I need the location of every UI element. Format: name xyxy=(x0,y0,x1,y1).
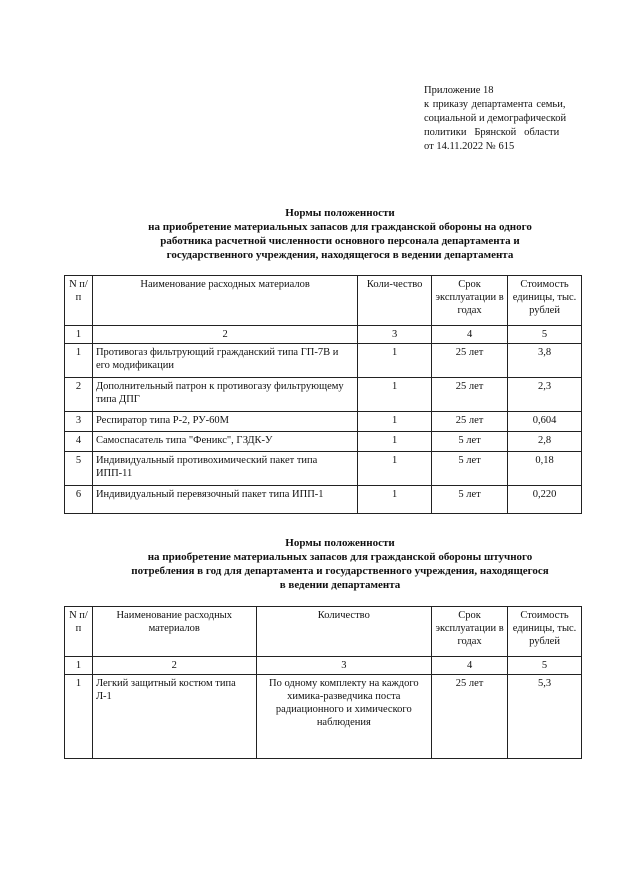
col-header-qty: Коли-чество xyxy=(358,276,432,326)
header-row xyxy=(65,607,582,657)
appendix-line: Приложение 18 xyxy=(424,85,494,96)
section1-title xyxy=(100,206,580,262)
row-number: 1 xyxy=(65,344,93,378)
section2-title-line: на приобретение материальных запасов для гражданской обороны штучного xyxy=(147,551,533,563)
row-number: 2 xyxy=(65,378,93,412)
col-header-term: Срок эксплуатации в годах xyxy=(432,607,508,657)
row-qty: 1 xyxy=(358,452,432,486)
col-header-name: Наименование расходных материалов xyxy=(92,276,357,326)
row-cost: 0,220 xyxy=(508,486,582,514)
numbering-cell: 4 xyxy=(432,326,508,344)
section2-table xyxy=(64,606,582,759)
row-name: Индивидуальный противохимический пакет типа ИПП-11 xyxy=(92,452,357,486)
section2-title-line: потребления в год для департамента и государственного учреждения, находящегося xyxy=(131,565,549,577)
table-row xyxy=(65,378,582,412)
row-number: 6 xyxy=(65,486,93,514)
col-header-number: N п/п xyxy=(65,276,93,326)
row-cost: 0,18 xyxy=(508,452,582,486)
row-name: Дополнительный патрон к противогазу фильтрующему типа ДПГ xyxy=(92,378,357,412)
row-number: 5 xyxy=(65,452,93,486)
row-number: 3 xyxy=(65,412,93,432)
appendix-line: социальной и демографической xyxy=(424,113,567,124)
numbering-cell: 3 xyxy=(256,657,432,675)
row-name: Противогаз фильтрующий гражданский типа ГП-7В и его модификации xyxy=(92,344,357,378)
numbering-cell: 1 xyxy=(65,326,93,344)
row-term: 25 лет xyxy=(432,378,508,412)
section1-title-line: государственного учреждения, находящегося в ведении департамента xyxy=(166,249,514,261)
section1-table xyxy=(64,275,582,514)
section1-title-line: на приобретение материальных запасов для гражданской обороны на одного xyxy=(148,221,532,233)
row-term: 5 лет xyxy=(432,432,508,452)
row-qty: 1 xyxy=(358,378,432,412)
row-number: 1 xyxy=(65,675,93,759)
table-row xyxy=(65,675,582,759)
col-header-number: N п/п xyxy=(65,607,93,657)
numbering-row xyxy=(65,326,582,344)
col-header-cost: Стоимость единицы, тыс. рублей xyxy=(508,276,582,326)
row-term: 25 лет xyxy=(432,675,508,759)
row-name: Респиратор типа Р-2, РУ-60М xyxy=(92,412,357,432)
section1-title-line: Нормы положенности xyxy=(285,207,395,219)
appendix-line: от 14.11.2022 № 615 xyxy=(424,141,515,152)
row-qty: 1 xyxy=(358,486,432,514)
col-header-qty: Количество xyxy=(256,607,432,657)
numbering-cell: 2 xyxy=(92,657,256,675)
numbering-cell: 1 xyxy=(65,657,93,675)
row-cost: 2,3 xyxy=(508,378,582,412)
table-row xyxy=(65,452,582,486)
row-cost: 0,604 xyxy=(508,412,582,432)
row-cost: 5,3 xyxy=(508,675,582,759)
table-row xyxy=(65,344,582,378)
appendix-line: к приказу департамента семьи, xyxy=(424,99,566,110)
row-name: Индивидуальный перевязочный пакет типа ИПП-1 xyxy=(92,486,357,514)
col-header-term: Срок эксплуатации в годах xyxy=(432,276,508,326)
row-name: Самоспасатель типа "Феникс", ГЗДК-У xyxy=(92,432,357,452)
numbering-row xyxy=(65,657,582,675)
row-term: 25 лет xyxy=(432,412,508,432)
col-header-name: Наименование расходных материалов xyxy=(92,607,256,657)
row-term: 5 лет xyxy=(432,452,508,486)
numbering-cell: 5 xyxy=(508,657,582,675)
row-cost: 2,8 xyxy=(508,432,582,452)
row-name: Легкий защитный костюм типа Л-1 xyxy=(92,675,256,759)
header-row xyxy=(65,276,582,326)
appendix-line: политики Брянской области xyxy=(424,127,560,138)
section1-title-line: работника расчетной численности основного персонала департамента и xyxy=(160,235,520,247)
section2-title-line: в ведении департамента xyxy=(279,579,401,591)
row-qty: 1 xyxy=(358,432,432,452)
row-qty: По одному комплекту на каждого химика-разведчика поста радиационного и химического наблюдения xyxy=(256,675,432,759)
row-number: 4 xyxy=(65,432,93,452)
numbering-cell: 4 xyxy=(432,657,508,675)
numbering-cell: 5 xyxy=(508,326,582,344)
table-row xyxy=(65,432,582,452)
section2-title-line: Нормы положенности xyxy=(285,537,395,549)
row-qty: 1 xyxy=(358,344,432,378)
table-row xyxy=(65,412,582,432)
row-qty: 1 xyxy=(358,412,432,432)
row-cost: 3,8 xyxy=(508,344,582,378)
row-term: 25 лет xyxy=(432,344,508,378)
numbering-cell: 2 xyxy=(92,326,357,344)
row-term: 5 лет xyxy=(432,486,508,514)
col-header-cost: Стоимость единицы, тыс. рублей xyxy=(508,607,582,657)
section2-title xyxy=(100,536,580,592)
appendix-note xyxy=(424,84,584,154)
numbering-cell: 3 xyxy=(358,326,432,344)
table-row xyxy=(65,486,582,514)
